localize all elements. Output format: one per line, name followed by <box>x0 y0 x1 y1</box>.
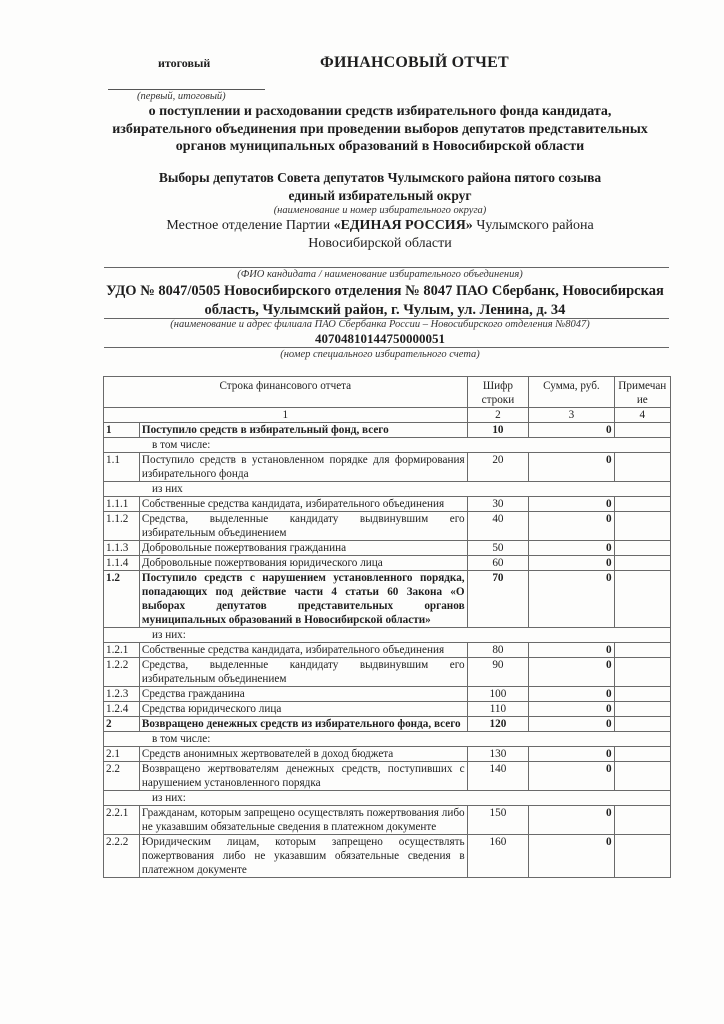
row-number: 1.2 <box>104 571 140 628</box>
row-label: Собственные средства кандидата, избирательного объединения <box>139 643 467 658</box>
row-note <box>614 556 670 571</box>
row-note <box>614 658 670 687</box>
table-subheading-row <box>104 438 671 453</box>
report-type-hint: (первый, итоговый) <box>137 91 226 102</box>
col-header-code: Шифр строки <box>467 377 529 408</box>
row-number: 1.2.4 <box>104 702 140 717</box>
row-number: 1.1 <box>104 453 140 482</box>
row-label: Добровольные пожертвования гражданина <box>139 541 467 556</box>
row-sum: 0 <box>529 643 614 658</box>
table-row <box>104 571 671 628</box>
row-number: 1.2.3 <box>104 687 140 702</box>
column-index-row <box>104 408 671 423</box>
row-label: Гражданам, которым запрещено осуществлять пожертвования либо не указавшим обязательные сведения в платежном документе <box>139 806 467 835</box>
table-row <box>104 512 671 541</box>
candidate-name <box>80 217 680 253</box>
row-code: 70 <box>467 571 529 628</box>
row-sum: 0 <box>529 762 614 791</box>
row-code: 110 <box>467 702 529 717</box>
election-line: Выборы депутатов Совета депутатов Чулымского района пятого созыва <box>158 170 602 185</box>
subtitle-line: органов муниципальных образований в Новосибирской области <box>175 139 585 154</box>
row-code: 40 <box>467 512 529 541</box>
table-subheading-row <box>104 791 671 806</box>
row-sum: 0 <box>529 717 614 732</box>
row-code: 120 <box>467 717 529 732</box>
page-title: ФИНАНСОВЫЙ ОТЧЕТ <box>320 54 509 71</box>
subtitle-line: о поступлении и расходовании средств избирательного фонда кандидата, <box>148 104 612 119</box>
row-number: 1.1.1 <box>104 497 140 512</box>
party-suffix: Чулымского района <box>472 218 594 233</box>
row-note <box>614 687 670 702</box>
row-code: 90 <box>467 658 529 687</box>
report-subtitle <box>80 103 680 156</box>
bank-branch <box>85 282 685 319</box>
party-name: «ЕДИНАЯ РОССИЯ» <box>333 218 473 233</box>
row-label: Средства юридического лица <box>139 702 467 717</box>
account-underline <box>104 347 669 348</box>
row-code: 50 <box>467 541 529 556</box>
table-row <box>104 556 671 571</box>
col-header-note: Примечание <box>614 377 670 408</box>
row-code: 140 <box>467 762 529 791</box>
table-subheading-row <box>104 732 671 747</box>
row-number: 1.2.1 <box>104 643 140 658</box>
row-note <box>614 643 670 658</box>
table-row <box>104 747 671 762</box>
row-sum: 0 <box>529 747 614 762</box>
row-note <box>614 541 670 556</box>
account-number: 40704810144750000051 <box>315 331 445 346</box>
row-number: 1.1.2 <box>104 512 140 541</box>
row-number: 2.2.1 <box>104 806 140 835</box>
row-sum: 0 <box>529 658 614 687</box>
report-type-value: итоговый <box>158 56 211 70</box>
row-note <box>614 835 670 878</box>
row-label: Возвращено жертвователям денежных средств, поступивших с нарушением установленного порядка <box>139 762 467 791</box>
election-name <box>80 169 680 205</box>
table-header-row <box>104 377 671 408</box>
row-code: 10 <box>467 423 529 438</box>
row-label: Собственные средства кандидата, избирательного объединения <box>139 497 467 512</box>
row-code: 20 <box>467 453 529 482</box>
col-index: 1 <box>104 408 468 423</box>
bank-hint: (наименование и адрес филиала ПАО Сбербанка России – Новосибирского отделения №8047) <box>170 319 590 330</box>
bank-line: область, Чулымский район, г. Чулым, ул. Ленина, д. 34 <box>204 301 566 318</box>
row-code: 80 <box>467 643 529 658</box>
row-label: Средства гражданина <box>139 687 467 702</box>
row-label: Возвращено денежных средств из избирательного фонда, всего <box>139 717 467 732</box>
row-sum: 0 <box>529 453 614 482</box>
table-row <box>104 806 671 835</box>
row-note <box>614 497 670 512</box>
row-note <box>614 423 670 438</box>
bank-line: УДО № 8047/0505 Новосибирского отделения № 8047 ПАО Сбербанк, Новосибирская <box>106 283 664 299</box>
financial-report-table <box>103 376 671 878</box>
report-type-underline <box>108 89 265 90</box>
row-label: Добровольные пожертвования юридического лица <box>139 556 467 571</box>
table-subheading-row <box>104 482 671 497</box>
row-note <box>614 747 670 762</box>
subheading-text: в том числе: <box>104 438 671 453</box>
row-code: 150 <box>467 806 529 835</box>
row-label: Юридическим лицам, которым запрещено осуществлять пожертвования либо не указавшим обязательные сведения в платежном документе <box>139 835 467 878</box>
col-header-sum: Сумма, руб. <box>529 377 614 408</box>
row-sum: 0 <box>529 512 614 541</box>
row-sum: 0 <box>529 556 614 571</box>
row-number: 2 <box>104 717 140 732</box>
row-code: 100 <box>467 687 529 702</box>
table-row <box>104 423 671 438</box>
row-sum: 0 <box>529 806 614 835</box>
table-row <box>104 835 671 878</box>
election-line: единый избирательный округ <box>288 188 472 203</box>
row-note <box>614 453 670 482</box>
party-prefix: Местное отделение Партии <box>166 218 334 233</box>
row-number: 2.2.2 <box>104 835 140 878</box>
row-label: Поступило средств в установленном порядке для формирования избирательного фонда <box>139 453 467 482</box>
row-sum: 0 <box>529 541 614 556</box>
row-sum: 0 <box>529 835 614 878</box>
row-number: 2.2 <box>104 762 140 791</box>
row-note <box>614 571 670 628</box>
row-label: Поступило средств с нарушением установленного порядка, попадающих под действие части 4 статьи 60 Закона «О выборах депутатов представительных органов муниципальных образований в Новосибирской области» <box>139 571 467 628</box>
table-row <box>104 453 671 482</box>
row-number: 2.1 <box>104 747 140 762</box>
candidate-hint: (ФИО кандидата / наименование избирательного объединения) <box>237 269 523 280</box>
row-sum: 0 <box>529 687 614 702</box>
row-note <box>614 512 670 541</box>
row-sum: 0 <box>529 423 614 438</box>
col-header-line: Строка финансового отчета <box>104 377 468 408</box>
subheading-text: в том числе: <box>104 732 671 747</box>
row-label: Поступило средств в избирательный фонд, всего <box>139 423 467 438</box>
row-number: 1.1.4 <box>104 556 140 571</box>
table-row <box>104 717 671 732</box>
row-note <box>614 806 670 835</box>
table-row <box>104 497 671 512</box>
row-code: 130 <box>467 747 529 762</box>
row-number: 1.2.2 <box>104 658 140 687</box>
row-number: 1 <box>104 423 140 438</box>
row-label: Средства, выделенные кандидату выдвинувшим его избирательным объединением <box>139 658 467 687</box>
subtitle-line: избирательного объединения при проведении выборов депутатов представительных <box>112 121 648 137</box>
row-note <box>614 717 670 732</box>
row-sum: 0 <box>529 702 614 717</box>
table-row <box>104 541 671 556</box>
row-sum: 0 <box>529 571 614 628</box>
row-note <box>614 762 670 791</box>
row-code: 30 <box>467 497 529 512</box>
table-row <box>104 658 671 687</box>
subheading-text: из них <box>104 482 671 497</box>
row-label: Средств анонимных жертвователей в доход бюджета <box>139 747 467 762</box>
col-index: 4 <box>614 408 670 423</box>
party-region: Новосибирской области <box>308 236 452 251</box>
account-hint: (номер специального избирательного счета) <box>280 349 480 360</box>
table-row <box>104 643 671 658</box>
okrug-hint: (наименование и номер избирательного округа) <box>273 205 487 216</box>
table-row <box>104 687 671 702</box>
row-number: 1.1.3 <box>104 541 140 556</box>
col-index: 2 <box>467 408 529 423</box>
subheading-text: из них: <box>104 791 671 806</box>
subheading-text: из них: <box>104 628 671 643</box>
row-code: 60 <box>467 556 529 571</box>
table-row <box>104 702 671 717</box>
row-label: Средства, выделенные кандидату выдвинувшим его избирательным объединением <box>139 512 467 541</box>
table-subheading-row <box>104 628 671 643</box>
row-sum: 0 <box>529 497 614 512</box>
row-note <box>614 702 670 717</box>
col-index: 3 <box>529 408 614 423</box>
table-row <box>104 762 671 791</box>
row-code: 160 <box>467 835 529 878</box>
candidate-underline <box>104 267 669 268</box>
